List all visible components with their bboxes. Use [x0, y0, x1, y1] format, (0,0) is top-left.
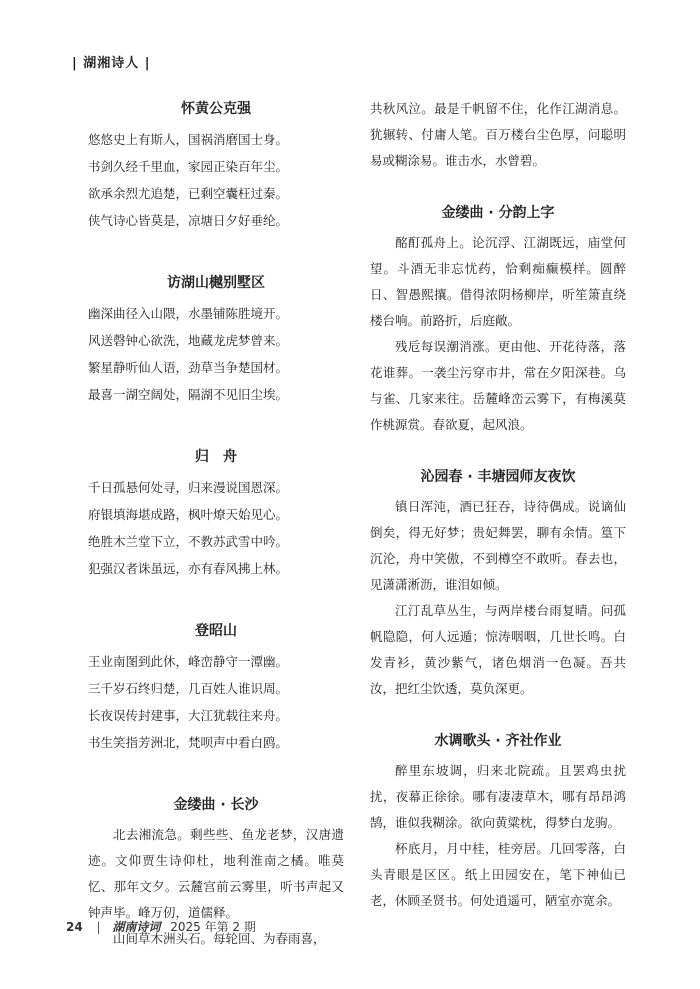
- poem-paragraph: 山间草木洲头石。每轮回、为春雨喜，: [113, 931, 326, 946]
- poem-line: 犯强汉者诛虽远，亦有春风拂上林。: [88, 561, 289, 576]
- poem-paragraph: 残卮每误潮消涨。更由他、开花待落，落花谁葬。一袭尘污穿市井，常在夕阳深巷。乌与雀、几家来往。岳麓峰峦云雾下，有梅溪莫作桃源赏。春欲夏，起风浪。: [370, 339, 626, 432]
- poem-paragraph: 醉里东坡调，归来北院疏。且罢鸡虫扰扰，夜幕正徐徐。哪有凄凄草木，哪有昂昂鸿鹄，谁似我糊涂。欲向黄粱枕，得梦白龙驹。: [370, 763, 626, 830]
- poem-paragraph: 共秋风泣。最是千帆留不住，化作江湖消息。犹辗转、付庸人笔。百万楼台尘色厚，问聪明易或糊涂易。谁击水，水曾碧。: [370, 101, 626, 168]
- poem-line: 书剑久经千里血，家园正染百年尘。: [88, 159, 289, 174]
- poem-title: 沁园春 · 丰塘园师友夜饮: [420, 469, 576, 485]
- poem: [88, 270, 344, 408]
- poem: [88, 96, 344, 234]
- poem-line: 悠悠史上有斯人，国祸消磨国士身。: [88, 132, 289, 147]
- page-number: 24: [66, 920, 83, 934]
- poem-title: 金缕曲 · 长沙: [173, 797, 259, 813]
- poem-title: 登昭山: [195, 623, 237, 639]
- footer-separator: |: [96, 920, 101, 934]
- poem-line: 长夜误传封建事，大江犹载往来舟。: [88, 708, 289, 723]
- poem-line: 欲承余烈尤追楚，已剩空囊枉过秦。: [88, 186, 289, 201]
- poem-line: 府银填海堪成路，枫叶燎天始见心。: [88, 507, 289, 522]
- poem-paragraph: 酩酊孤舟上。论沉浮、江湖既远，庙堂何望。斗酒无非忘忧药，恰剩痴癫模样。圆醉日、智愚熙攘。借得浓阴杨柳岸，听笙箫直绕楼台响。前路折，后庭敞。: [370, 235, 626, 328]
- poem-line: 侠气诗心皆莫是，凉塘日夕好垂纶。: [88, 213, 289, 228]
- poem-title: 归 舟: [195, 449, 237, 465]
- poem-line: 风送磬钟心欲洗，地藏龙虎梦曾来。: [88, 333, 289, 348]
- poem-line: 繁星静听仙人语，劲草当争楚国材。: [88, 360, 289, 375]
- poem-paragraph: 镇日浑沌，酒已狂吞，诗待偶成。说谪仙倒矣，得无好梦；贵妃舞罢，聊有余情。篁下沉沦，舟中笑傲，不到樽空不敢听。春去也，见潇潇淅沥，谁泪如倾。: [370, 499, 626, 592]
- poem: [88, 618, 344, 756]
- poem: [370, 464, 626, 702]
- poem-line: 千日孤悬何处寻，归来漫说国恩深。: [88, 480, 289, 495]
- poem-title: 怀黄公克强: [181, 101, 251, 117]
- poem: [370, 728, 626, 914]
- poem-paragraph: 北去湘流急。剩些些、鱼龙老梦，汉唐遗迹。文仰贾生诗仰杜，地利淮南之橘。唯莫忆、那年文夕。云麓宫前云雾里，听书声起又钟声毕。峰万仞，道儒释。: [88, 827, 344, 920]
- poem-line: 绝胜木兰堂下立，不教苏武雪中吟。: [88, 534, 289, 549]
- poem-line: 王业南图到此休，峰峦静守一潭幽。: [88, 654, 289, 669]
- section-header: | 湖湘诗人 |: [72, 56, 151, 71]
- page-footer: [66, 918, 256, 935]
- poem: [88, 444, 344, 582]
- poem-paragraph: 杯底月，月中桂，桂旁居。几回零落，白头青眼是区区。纸上田园安在，笔下神仙已老，休顾圣贤书。何处逍遥可，陋室亦宽余。: [370, 841, 626, 908]
- poem: [370, 200, 626, 438]
- right-column: [370, 96, 626, 914]
- poem-title: 金缕曲 · 分韵上字: [441, 205, 555, 221]
- poem-line: 三千岁石终归楚，几百姓人谁识周。: [88, 681, 289, 696]
- poem-line: 最喜一湖空阔处，隔湖不见旧尘埃。: [88, 387, 289, 402]
- poem-continuation: [370, 96, 626, 174]
- issue-label: 2025 年第 2 期: [170, 920, 256, 934]
- poem-line: 书生笑指芳洲北，梵呗声中看白鸥。: [88, 735, 289, 750]
- poem-title: 访湖山樾别墅区: [167, 275, 265, 291]
- journal-logo: 湖南诗词: [112, 920, 161, 934]
- poem-paragraph: 江汀乱草丛生，与两岸楼台雨复晴。问孤帆隐隐，何人远遁；惊涛咽咽，几世长鸣。白发青衫，黄沙紫气，诸色烟消一色凝。吾共汝，把红尘饮透，莫负深更。: [370, 603, 626, 696]
- poem-title: 水调歌头 · 齐社作业: [434, 733, 562, 749]
- left-column: [88, 96, 344, 952]
- poem-line: 幽深曲径入山隈，水墨铺陈胜境开。: [88, 306, 289, 321]
